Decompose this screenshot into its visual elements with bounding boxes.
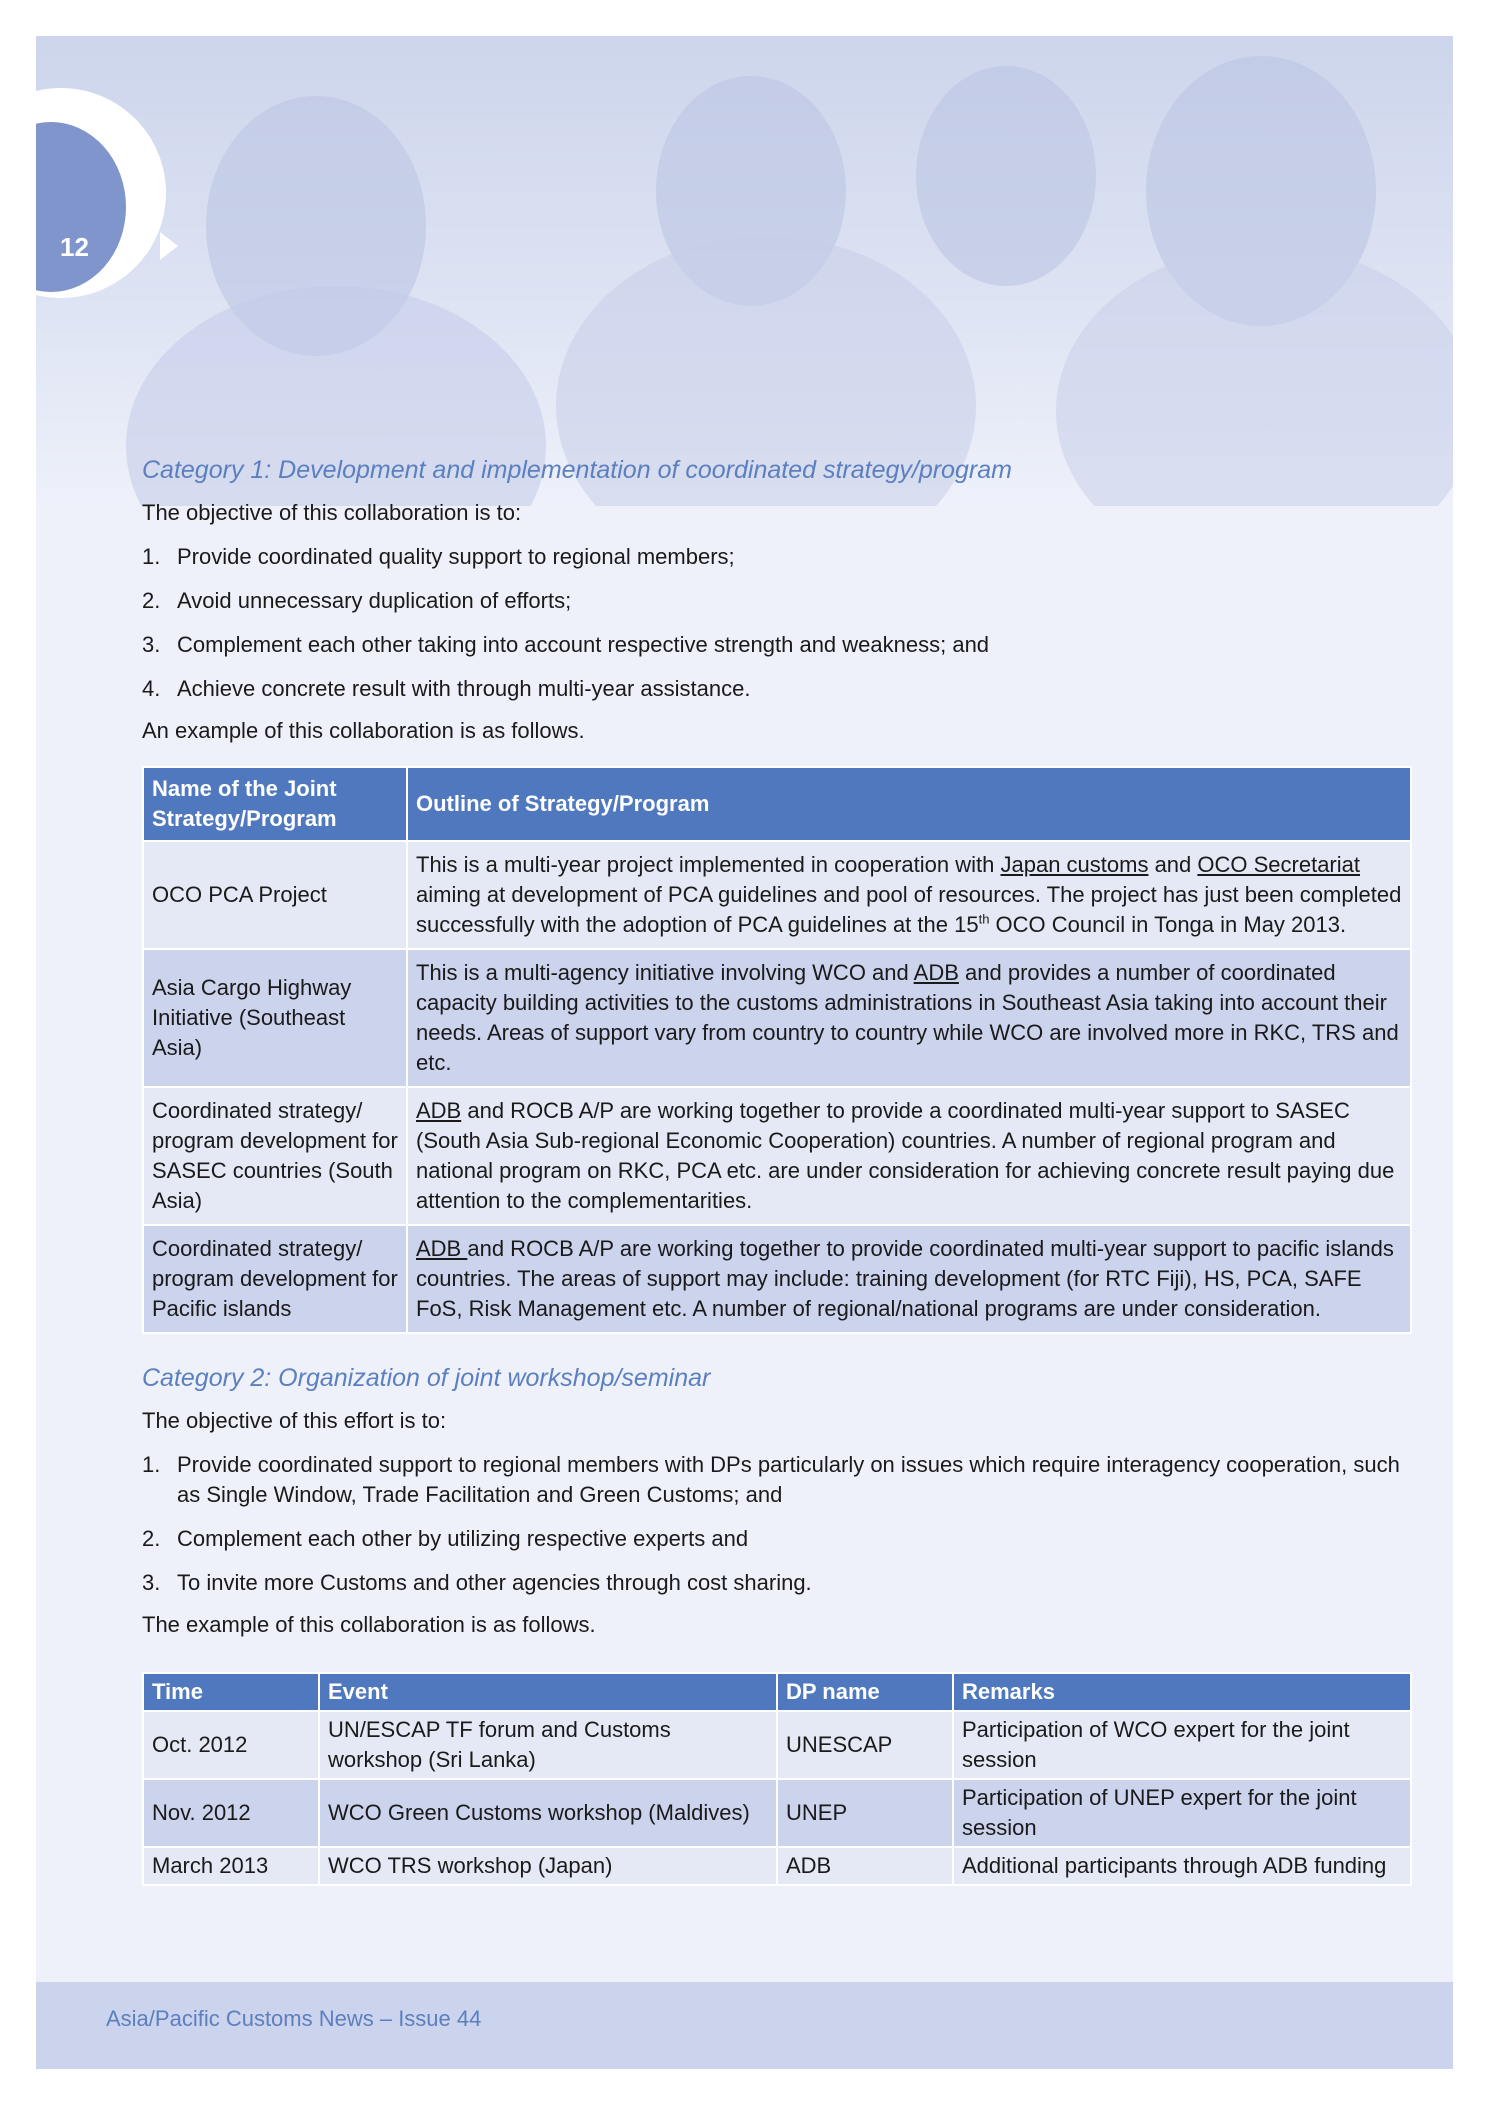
link-adb[interactable]: ADB [416, 1236, 468, 1261]
strategy-table [142, 766, 1412, 1334]
table-row [143, 1225, 1411, 1333]
list-item: 4. Achieve concrete result with through multi-year assistance. [142, 676, 751, 701]
event-cell: UN/ESCAP TF forum and Customs workshop (Sri Lanka) [319, 1711, 777, 1779]
program-outline: ADB and ROCB A/P are working together to provide a coordinated multi-year support to SASEC (South Asia Sub-regional Economic Cooperation) countries. A number of regional program and national program on RKC, PCA etc. are under consideration for achieving concrete result paying due attention to the complementarities. [407, 1087, 1411, 1225]
list-item: 1. Provide coordinated quality support to regional members; [142, 544, 735, 569]
remarks-cell: Additional participants through ADB funding [953, 1847, 1411, 1885]
link-oco-secretariat[interactable]: OCO Secretariat [1197, 852, 1360, 877]
category-1-heading: Category 1: Development and implementation of coordinated strategy/program [142, 456, 1012, 484]
program-outline: This is a multi-agency initiative involving WCO and ADB and provides a number of coordinated capacity building activities to the customs administrations in Southeast Asia taking into account their needs. Areas of support vary from country to country while WCO are involved more in RKC, TRS and etc. [407, 949, 1411, 1087]
program-name: Asia Cargo Highway Initiative (Southeast Asia) [143, 949, 407, 1087]
list-item: 3. Complement each other taking into account respective strength and weakness; and [142, 632, 990, 657]
category-2-heading: Category 2: Organization of joint workshop/seminar [142, 1364, 711, 1392]
event-cell: WCO Green Customs workshop (Maldives) [319, 1779, 777, 1847]
column-header: Remarks [953, 1673, 1411, 1711]
remarks-cell: Participation of WCO expert for the joint session [953, 1711, 1411, 1779]
program-outline: This is a multi-year project implemented in cooperation with Japan customs and OCO Secretariat aiming at development of PCA guidelines and pool of resources. The project has just been completed successfully with the adoption of PCA guidelines at the 15th OCO Council in Tonga in May 2013. [407, 841, 1411, 949]
page [36, 36, 1453, 2069]
list-item: 1. Provide coordinated support to regional members with DPs particularly on issues which require interagency cooperation, such as Single Window, Trade Facilitation and Green Customs; and [142, 1452, 1400, 1507]
category-1-intro: The objective of this collaboration is to: [142, 500, 522, 525]
time-cell: March 2013 [143, 1847, 319, 1885]
category-2-intro: The objective of this effort is to: [142, 1408, 447, 1433]
table-row [143, 1087, 1411, 1225]
badge-pointer [160, 232, 178, 260]
category-1-list [142, 542, 1412, 704]
main-content [142, 454, 1412, 1886]
page-number: 12 [60, 232, 89, 262]
column-header: Name of the Joint Strategy/Program [143, 767, 407, 841]
hero-photo [36, 36, 1453, 506]
dp-cell: UNESCAP [777, 1711, 953, 1779]
column-header: Event [319, 1673, 777, 1711]
link-japan-customs[interactable]: Japan customs [1000, 852, 1149, 877]
list-item: 3. To invite more Customs and other agencies through cost sharing. [142, 1570, 812, 1595]
workshop-table [142, 1672, 1412, 1886]
footer-publication: Asia/Pacific Customs News – Issue 44 [106, 2006, 482, 2031]
table-row [143, 841, 1411, 949]
dp-cell: UNEP [777, 1779, 953, 1847]
time-cell: Oct. 2012 [143, 1711, 319, 1779]
event-cell: WCO TRS workshop (Japan) [319, 1847, 777, 1885]
list-item: 2. Avoid unnecessary duplication of efforts; [142, 588, 572, 613]
footer [36, 1982, 1453, 2069]
link-adb[interactable]: ADB [416, 1098, 462, 1123]
table-row [143, 1779, 1411, 1847]
table-row [143, 1711, 1411, 1779]
category-1-example-intro: An example of this collaboration is as follows. [142, 718, 585, 743]
table-row [143, 949, 1411, 1087]
list-item: 2. Complement each other by utilizing respective experts and [142, 1526, 749, 1551]
program-name: Coordinated strategy/ program development for Pacific islands [143, 1225, 407, 1333]
link-adb[interactable]: ADB [913, 960, 959, 985]
category-2-example-intro: The example of this collaboration is as follows. [142, 1612, 596, 1637]
program-name: Coordinated strategy/ program development for SASEC countries (South Asia) [143, 1087, 407, 1225]
dp-cell: ADB [777, 1847, 953, 1885]
table-header-row [143, 1673, 1411, 1711]
column-header: Outline of Strategy/Program [407, 767, 1411, 841]
column-header: Time [143, 1673, 319, 1711]
remarks-cell: Participation of UNEP expert for the joint session [953, 1779, 1411, 1847]
table-row [143, 1847, 1411, 1885]
table-header-row [143, 767, 1411, 841]
time-cell: Nov. 2012 [143, 1779, 319, 1847]
program-name: OCO PCA Project [143, 841, 407, 949]
program-outline: ADB and ROCB A/P are working together to provide coordinated multi-year support to pacific islands countries. The areas of support may include: training development (for RTC Fiji), HS, PCA, SAFE FoS, Risk Management etc. A number of regional/national programs are under consideration. [407, 1225, 1411, 1333]
category-2-list [142, 1450, 1412, 1598]
column-header: DP name [777, 1673, 953, 1711]
